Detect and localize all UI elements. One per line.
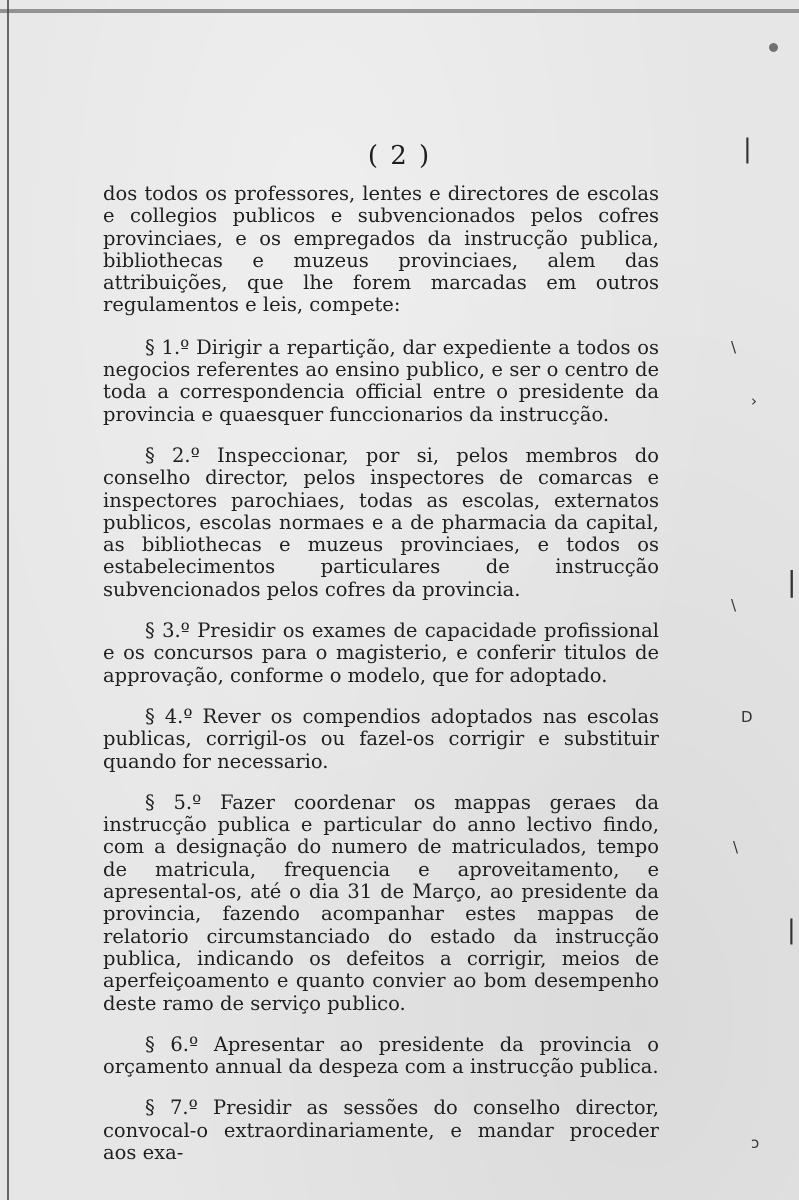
section-1: § 1.º Dirigir a repartição, dar expediente a todos os negocios referentes ao ensino publico, e ser o centro de toda a correspondencia official entre o presidente da provincia e quaesquer funccionarios da instrucção. — [103, 335, 659, 426]
margin-tick: \ — [731, 596, 737, 614]
margin-tick: | — [787, 915, 796, 945]
margin-tick: › — [751, 392, 757, 410]
intro-paragraph: dos todos os professores, lentes e directores de escolas e collegios publicos e subvencionados pelos cofres provinciaes, e os empregados da instrucção publica, bibliothecas e muzeus provinciaes, alem das attribuições, que lhe forem marcadas em outros regulamentos e leis, compete: — [103, 182, 659, 317]
section-6: § 6.º Apresentar ao presidente da provincia o orçamento annual da despeza com a instrucção publica. — [103, 1032, 659, 1079]
page-left-edge — [7, 0, 9, 1200]
section-4: § 4.º Rever os compendios adoptados nas escolas publicas, corrigil-os ou fazel-os corrigir e substituir quando for necessario. — [103, 704, 659, 773]
margin-tick: D — [741, 708, 753, 726]
margin-tick: \ — [733, 838, 739, 856]
margin-marks — [731, 0, 799, 1200]
section-3: § 3.º Presidir os exames de capacidade profissional e os concursos para o magisterio, e conferir titulos de approvação, conforme o modelo, que for adoptado. — [103, 619, 659, 687]
margin-tick: ɔ — [751, 1134, 760, 1152]
document-body — [103, 183, 659, 1183]
page-number: ( 2 ) — [367, 141, 432, 171]
section-5: § 5.º Fazer coordenar os mappas geraes da instrucção publica e particular do anno lectivo findo, com a designação do numero de matriculados, tempo de matricula, frequencia e aproveitamento, e apresental-os, até o dia 31 de Março, ao presidente da provincia, fazendo acompanhar estes mappas de relatorio circumstanciado do estado da instrucção publica, indicando os defeitos a corrigir, meios de aperfeiçoamento e quanto convier ao bom desempenho deste ramo de serviço publico. — [103, 790, 659, 1015]
margin-tick: \ — [731, 338, 737, 356]
section-7: § 7.º Presidir as sessões do conselho director, convocal-o extraordinariamente, e mandar proceder aos exa- — [103, 1096, 659, 1164]
margin-tick: | — [743, 134, 752, 164]
page-top-edge — [0, 9, 799, 13]
ink-speck — [769, 43, 778, 52]
section-2: § 2.º Inspeccionar, por si, pelos membros do conselho director, pelos inspectores de comarcas e inspectores parochiaes, todas as escolas, externatos publicos, escolas normaes e a de pharmacia da capital, as bibliothecas e muzeus provinciaes, e todos os estabelecimentos particulares de instrucção subvencionados pelos cofres da provincia. — [103, 443, 659, 601]
margin-tick: | — [787, 565, 797, 598]
